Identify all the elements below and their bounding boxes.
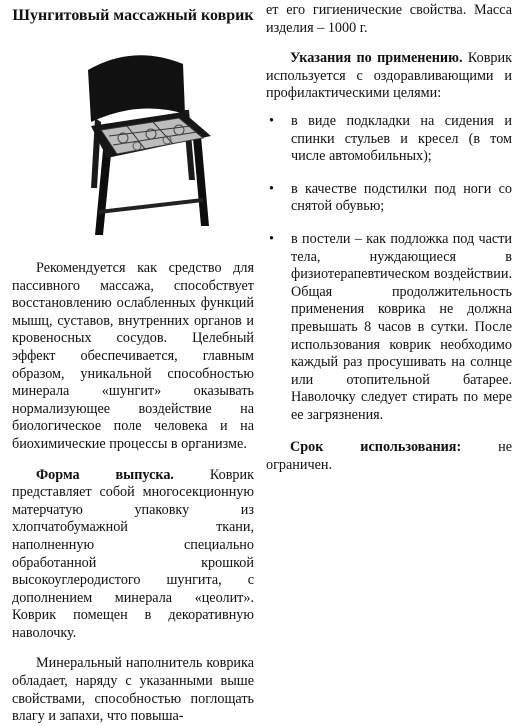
bullet-icon: • xyxy=(269,180,274,197)
release-form-text: Коврик представляет собой многосекционную матерчатую упаковку из хлопчатобумажной ткани, наполненную специально обработанной крошкой высокоуглеродистого шунгита, с дополнением минерала «цеолит». Коврик помещен в декоративную наволочку. xyxy=(12,466,254,641)
right-column xyxy=(266,0,512,475)
shelf-life-text: не ограничен. xyxy=(266,439,512,474)
left-column xyxy=(12,0,254,726)
shelf-life-paragraph xyxy=(266,439,512,474)
chair-photo xyxy=(33,30,233,240)
continuation-paragraph: ет его гигиенические свойства. Масса изделия – 1000 г. xyxy=(266,2,512,36)
shelf-life-heading: Срок использования: xyxy=(290,439,462,456)
list-item: • в качестве подстилки под ноги со снятой обувью; xyxy=(269,180,512,215)
intro-paragraph: Рекомендуется как средство для пассивного массажа, способствует восстановлению ослабленных функций мышц, суставов, внутренних органов и кровеносных сосудов. Целебный эффект обеспечивается, главным образом, уникальной способностью минерала «шунгит» оказывать нормализующее воздействие на биологическое поле человека и на биохимические процессы в организме. xyxy=(12,260,254,452)
usage-list xyxy=(266,113,512,425)
usage-text: Коврик используется с оздоравливающими и профилактическими целями: xyxy=(266,50,512,102)
usage-heading: Указания по применению. xyxy=(290,50,463,67)
list-item: • в виде подкладки на сидения и спинки стульев и кресел (в том числе автомобильных); xyxy=(269,112,512,165)
release-form-paragraph xyxy=(12,467,254,643)
bullet-icon: • xyxy=(269,230,274,247)
release-form-heading: Форма выпуска. xyxy=(36,466,174,483)
list-item: • в постели – как подложка под части тела, нуждающиеся в физиотерапевтическом воздействии. Общая продолжительность применения коврика не должна превышать 8 часов в сутки. После использования коврик необходимо каждый раз просушивать на солнце или отопительной батарее. Наволочку следует стирать по мере ее загрязнения. xyxy=(269,230,512,423)
bullet-icon: • xyxy=(269,112,274,129)
page-title: Шунгитовый массажный коврик xyxy=(12,7,254,24)
chair-with-mat-image xyxy=(33,30,233,240)
filler-paragraph: Минеральный наполнитель коврика обладает, наряду с указанными выше свойствами, способностью поглощать влагу и запахи, что повыша- xyxy=(12,655,254,725)
usage-paragraph xyxy=(266,50,512,103)
